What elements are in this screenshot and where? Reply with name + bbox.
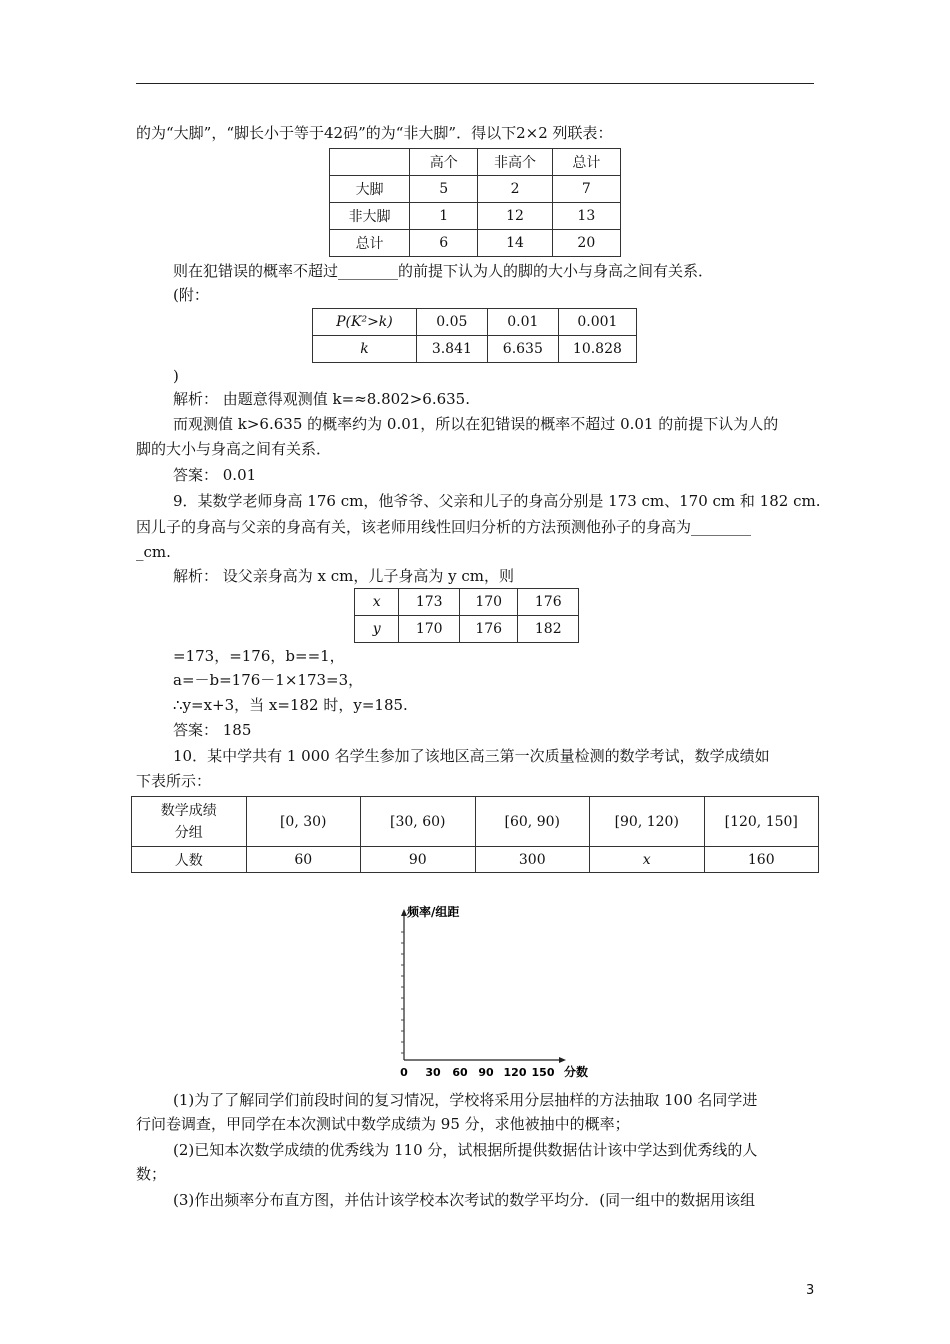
text-line: 行问卷调查，甲同学在本次测试中数学成绩为 95 分，求他被抽中的概率； (136, 1115, 630, 1133)
x-tick-label: 0 (400, 1066, 408, 1079)
table-cell: 0.001 (558, 309, 636, 336)
table-cell: 非大脚 (330, 203, 410, 230)
table-cell: [0, 30) (246, 797, 361, 847)
x-tick-label: 90 (478, 1066, 494, 1079)
y-axis-label: 频率/组距 (407, 905, 460, 919)
table-cell: 7 (552, 176, 620, 203)
text-line: 脚的大小与身高之间有关系． (136, 440, 332, 458)
table-cell: P(K²>k) (313, 309, 417, 336)
text-line: 而观测值 k>6.635 的概率约为 0.01，所以在犯错误的概率不超过 0.01 的前提下认为人的 (173, 415, 779, 433)
table-cell: 大脚 (330, 176, 410, 203)
text-line: (1)为了了解同学们前段时间的复习情况，学校将采用分层抽样的方法抽取 100 名同学进 (173, 1091, 758, 1109)
table-cell: x (355, 589, 399, 616)
table-cell: 300 (475, 847, 590, 873)
x-tick-label: 30 (425, 1066, 441, 1079)
table-cell: 90 (361, 847, 476, 873)
text-line: 则在犯错误的概率不超过________的前提下认为人的脚的大小与身高之间有关系． (173, 262, 714, 280)
table-cell: x (590, 847, 705, 873)
table-cell (132, 797, 247, 847)
x-tick-label: 120 (503, 1066, 527, 1079)
x-tick-label: 150 (531, 1066, 555, 1079)
text-line: 因儿子的身高与父亲的身高有关，该老师用线性回归分析的方法预测他孙子的身高为________ (136, 518, 752, 536)
table-cell: 6.635 (487, 336, 558, 363)
table-cell: 176 (459, 616, 518, 643)
table-cell: [120, 150] (704, 797, 819, 847)
table-cell: 0.01 (487, 309, 558, 336)
height-table (354, 588, 579, 643)
table-cell: 170 (399, 616, 460, 643)
table-cell: 182 (518, 616, 579, 643)
table-cell: 2 (478, 176, 552, 203)
table-cell: 10.828 (558, 336, 636, 363)
text-line: 解析： 设父亲身高为 x cm，儿子身高为 y cm，则 (173, 567, 515, 585)
table-cell: k (313, 336, 417, 363)
score-table (131, 796, 819, 873)
text-line: 答案： 185 (173, 721, 252, 739)
table-cell: 176 (518, 589, 579, 616)
table-cell: [60, 90) (475, 797, 590, 847)
table-cell: 非高个 (478, 149, 552, 176)
table-cell: 173 (399, 589, 460, 616)
table-cell (330, 149, 410, 176)
table-cell: 13 (552, 203, 620, 230)
text-line: 答案： 0.01 (173, 466, 257, 484)
text-line: _cm. (136, 543, 171, 561)
text-line: 下表所示： (136, 772, 212, 790)
table-cell: 14 (478, 230, 552, 257)
text-line: (3)作出频率分布直方图，并估计该学校本次考试的数学平均分．(同一组中的数据用该组 (173, 1191, 756, 1209)
text-line: ∴y=x+3，当 x=182 时，y=185. (173, 696, 408, 714)
table-cell: y (355, 616, 399, 643)
table-cell: 5 (410, 176, 478, 203)
text-line: 解析： 由题意得观测值 k=≈8.802>6.635. (173, 390, 470, 408)
text-line: =173，=176，b==1， (173, 647, 345, 665)
table-cell: [30, 60) (361, 797, 476, 847)
text-line: (2)已知本次数学成绩的优秀线为 110 分，试根据所提供数据估计该中学达到优秀线的人 (173, 1141, 758, 1159)
table-cell: 总计 (552, 149, 620, 176)
table-cell: 6 (410, 230, 478, 257)
critical-value-table (312, 308, 637, 363)
text-line: 10．某中学共有 1 000 名学生参加了该地区高三第一次质量检测的数学考试，数学成绩如 (173, 747, 770, 765)
text-line: 数； (136, 1165, 167, 1183)
page-number: 3 (806, 1283, 815, 1298)
table-cell: 20 (552, 230, 620, 257)
text-line: a=－b=176－1×173=3， (173, 671, 364, 689)
table-cell: 3.841 (416, 336, 487, 363)
x-axis-label: 分数 (563, 1065, 589, 1079)
table-cell: 总计 (330, 230, 410, 257)
header-rule (136, 83, 814, 84)
text-line: (附： (173, 286, 209, 304)
text-line: 的为“大脚”，“脚长小于等于42码”的为“非大脚”．得以下2×2 列联表： (136, 124, 613, 142)
table-cell: 高个 (410, 149, 478, 176)
table-cell: 170 (459, 589, 518, 616)
contingency-table (329, 148, 621, 257)
table-cell: 160 (704, 847, 819, 873)
text-line: 9．某数学老师身高 176 cm，他爷爷、父亲和儿子的身高分别是 173 cm、170 cm 和 182 cm. (173, 492, 821, 510)
text-line: ) (173, 367, 179, 385)
table-header-text: 数学成绩分组 (160, 802, 217, 841)
table-cell: [90, 120) (590, 797, 705, 847)
table-cell: 12 (478, 203, 552, 230)
x-tick-label: 60 (452, 1066, 468, 1079)
table-cell: 60 (246, 847, 361, 873)
x-axis-arrow (559, 1057, 566, 1063)
histogram-axes (380, 900, 610, 1090)
table-cell: 0.05 (416, 309, 487, 336)
table-cell: 1 (410, 203, 478, 230)
table-cell: 人数 (132, 847, 247, 873)
